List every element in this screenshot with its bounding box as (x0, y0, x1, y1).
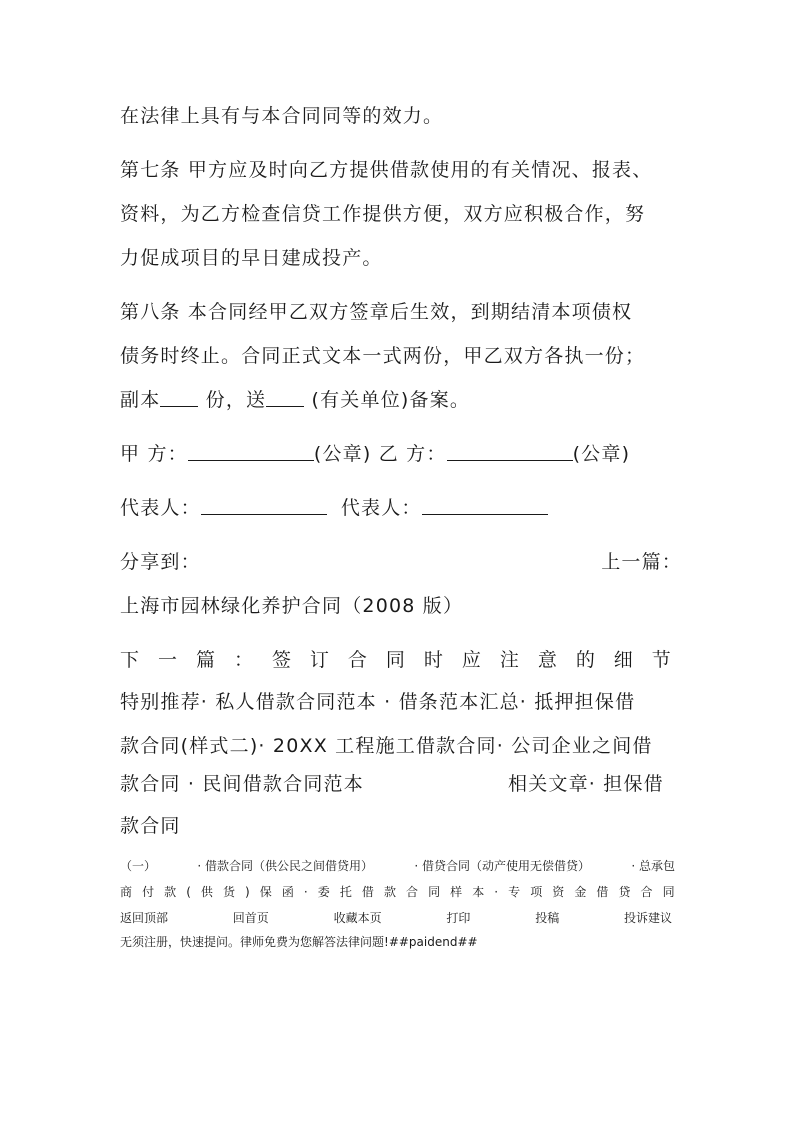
share-label: 分享到： (120, 551, 201, 573)
related-link-char[interactable]: 专 (508, 885, 521, 899)
next-article-char[interactable]: 下 (120, 649, 141, 671)
footer-nav-link[interactable]: 收藏本页 (333, 911, 382, 925)
next-article-char[interactable]: 应 (461, 649, 483, 671)
recommend-line-3[interactable] (120, 772, 680, 796)
related-link-char[interactable]: 合 (406, 885, 419, 899)
links-row-1[interactable] (120, 858, 675, 874)
recommend-line-2[interactable]: 款合同(样式二)· 20XX 工程施工借款合同· 公司企业之间借 (120, 735, 653, 757)
prev-article-link[interactable]: 上海市园林绿化养护合同（2008 版） (120, 595, 464, 617)
related-link-char[interactable]: 同 (662, 885, 675, 899)
related-link-char[interactable]: 借 (361, 885, 374, 899)
parties-line (120, 442, 680, 466)
next-article-char[interactable]: 意 (537, 649, 559, 671)
article-7-line-1: 第七条 甲方应及时向乙方提供借款使用的有关情况、报表、 (120, 159, 653, 181)
footer-nav[interactable] (120, 910, 672, 926)
related-link-char[interactable]: 托 (339, 885, 352, 899)
related-link-char[interactable]: 贷 (618, 885, 631, 899)
party-b-blank (447, 442, 573, 461)
article-8-line-1: 第八条 本合同经甲乙双方签章后生效，到期结清本项债权 (120, 301, 633, 323)
article-8-line-2: 债务时终止。合同正式文本一式两份，甲乙双方各执一份； (120, 345, 646, 367)
next-article-char[interactable]: 订 (309, 649, 331, 671)
related-link-char[interactable]: 样 (450, 885, 463, 899)
next-article-char[interactable]: 时 (423, 649, 445, 671)
next-article-char[interactable]: 一 (157, 649, 179, 671)
representatives-line (120, 496, 680, 520)
related-link-char[interactable]: · (303, 885, 308, 899)
related-link-char[interactable]: 资 (552, 885, 565, 899)
related-link-char[interactable]: ( (186, 885, 191, 899)
article-7-line-3: 力促成项目的早日建成投产。 (120, 247, 383, 269)
related-link-char[interactable]: 款 (383, 885, 396, 899)
footer-nav-link[interactable]: 打印 (446, 911, 471, 925)
copies-mid: 份，送 (198, 389, 267, 411)
party-a-seal-party-b: (公章) 乙 方： (313, 443, 447, 465)
recommend-line-3a[interactable]: 款合同 · 民间借款合同范本 (120, 773, 364, 795)
footer-nav-link[interactable]: 投诉建议 (623, 911, 672, 925)
article-7-line-2: 资料，为乙方检查信贷工作提供方便，双方应积极合作，努 (120, 203, 646, 225)
links-row-2[interactable] (120, 884, 675, 900)
party-a-blank (188, 442, 314, 461)
rep-b-blank (422, 496, 548, 515)
related-articles[interactable]: 相关文章· 担保借 (508, 773, 664, 795)
related-link-char[interactable]: ) (245, 885, 250, 899)
party-b-seal: (公章) (572, 443, 631, 465)
related-link-char[interactable]: 同 (428, 885, 441, 899)
related-link-char[interactable]: 货 (222, 885, 235, 899)
related-link-char[interactable]: 付 (142, 885, 155, 899)
related-link-char[interactable]: 合 (640, 885, 653, 899)
related-link-char[interactable]: 保 (259, 885, 272, 899)
related-link-char[interactable]: · (494, 885, 499, 899)
next-article-char[interactable]: 签 (271, 649, 293, 671)
next-article-char[interactable]: 合 (347, 649, 369, 671)
share-line (120, 550, 682, 574)
rep-a-blank (201, 496, 327, 515)
related-link-char[interactable]: 金 (574, 885, 587, 899)
footer-notice: 无须注册，快速提问。律师免费为您解答法律问题!##paidend## (120, 935, 478, 949)
related-link[interactable]: · 借款合同（供公民之间借贷用） (197, 859, 373, 873)
next-article-char[interactable]: ： (233, 649, 255, 671)
related-link-char[interactable]: 本 (472, 885, 485, 899)
copies-suffix: (有关单位)备案。 (304, 389, 471, 411)
copies-line (120, 388, 680, 412)
rep-a-label: 代表人： (120, 497, 201, 519)
prev-article-label: 上一篇： (601, 551, 682, 573)
related-link-char[interactable]: 函 (281, 885, 294, 899)
recipient-blank (266, 388, 304, 407)
related-link[interactable]: （一） (120, 859, 157, 873)
next-article-char[interactable]: 的 (575, 649, 597, 671)
next-article-char[interactable]: 同 (385, 649, 407, 671)
party-a-label: 甲 方： (120, 443, 188, 465)
related-link-char[interactable]: 供 (200, 885, 213, 899)
footer-nav-link[interactable]: 回首页 (232, 911, 269, 925)
body-line-1: 在法律上具有与本合同同等的效力。 (120, 105, 444, 127)
related-link-char[interactable]: 借 (596, 885, 609, 899)
related-link-char[interactable]: 商 (120, 885, 133, 899)
next-article-char[interactable]: 节 (651, 649, 672, 671)
recommend-line-4[interactable]: 款合同 (120, 815, 181, 837)
related-link-char[interactable]: 款 (164, 885, 177, 899)
next-article-char[interactable]: 细 (613, 649, 634, 671)
next-article-char[interactable]: 注 (499, 649, 521, 671)
related-link[interactable]: · 总承包 (631, 859, 675, 873)
copies-count-blank (160, 388, 198, 407)
related-link[interactable]: · 借贷合同（动产使用无偿借贷） (414, 859, 590, 873)
footer-nav-link[interactable]: 投稿 (535, 911, 560, 925)
recommend-line-1[interactable]: 特别推荐· 私人借款合同范本 · 借条范本汇总· 抵押担保借 (120, 691, 636, 713)
related-link-char[interactable]: 项 (530, 885, 543, 899)
copies-prefix: 副本 (120, 389, 161, 411)
next-article-line[interactable] (120, 648, 672, 672)
footer-nav-link[interactable]: 返回顶部 (120, 911, 169, 925)
next-article-char[interactable]: 篇 (195, 649, 217, 671)
related-link-char[interactable]: 委 (317, 885, 330, 899)
rep-b-label: 代表人： (340, 497, 422, 519)
